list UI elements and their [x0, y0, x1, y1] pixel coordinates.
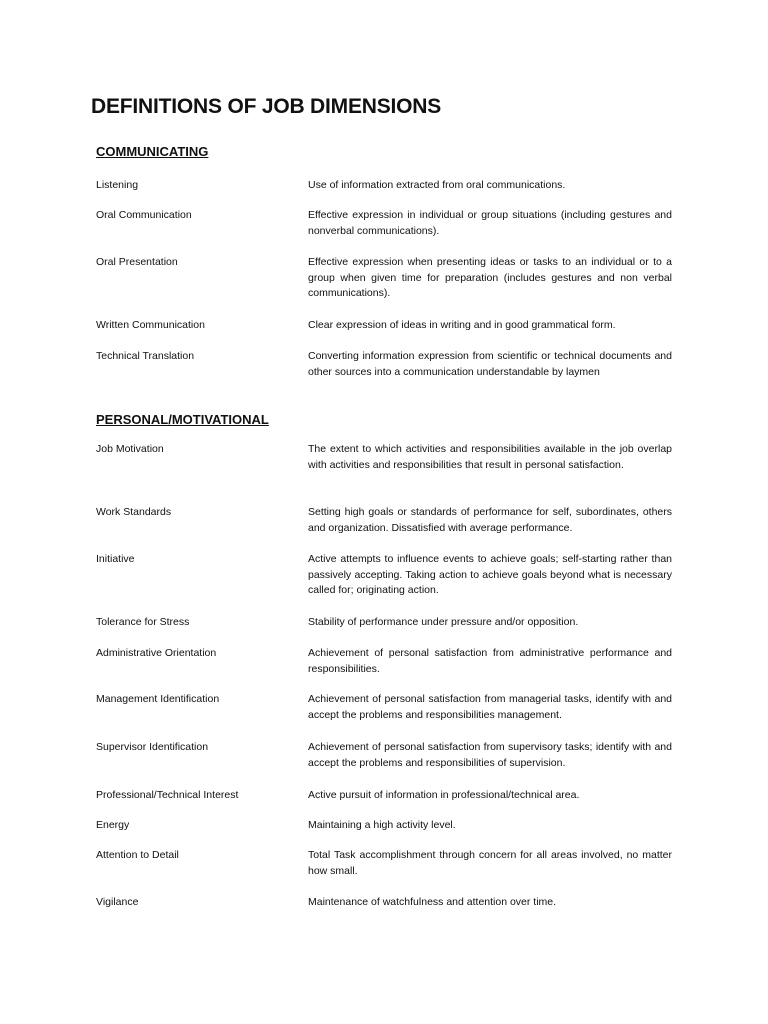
term-job-motivation: Job Motivation	[96, 443, 164, 455]
definition-management-identification: Achievement of personal satisfaction from managerial tasks, identify with and accept the problems and responsibilities management.	[308, 693, 672, 721]
term-oral-presentation: Oral Presentation	[96, 256, 178, 268]
definition-administrative-orientation: Achievement of personal satisfaction from administrative performance and responsibilities.	[308, 647, 672, 675]
section-heading-communicating: COMMUNICATING	[96, 144, 209, 159]
definition-oral-communication: Effective expression in individual or group situations (including gestures and nonverbal communications).	[308, 209, 672, 237]
definition-tolerance-for-stress: Stability of performance under pressure and/or opposition.	[308, 616, 579, 628]
term-management-identification: Management Identification	[96, 693, 220, 705]
term-technical-translation: Technical Translation	[96, 350, 195, 362]
definition-professional-technical-interest: Active pursuit of information in professional/technical area.	[308, 789, 580, 801]
term-oral-communication: Oral Communication	[96, 209, 192, 221]
term-attention-to-detail: Attention to Detail	[96, 849, 179, 861]
definition-written-communication: Clear expression of ideas in writing and in good grammatical form.	[308, 319, 616, 331]
term-tolerance-for-stress: Tolerance for Stress	[96, 616, 190, 628]
definition-initiative: Active attempts to influence events to achieve goals; self-starting rather than passively accepting. Taking action to achieve goals beyond what is necessary called for; originating action.	[308, 553, 672, 596]
document-title: DEFINITIONS OF JOB DIMENSIONS	[91, 95, 442, 118]
term-listening: Listening	[96, 179, 139, 191]
definition-supervisor-identification: Achievement of personal satisfaction from supervisory tasks; identify with and accept the problems and responsibilities of supervision.	[308, 741, 672, 769]
definition-job-motivation: The extent to which activities and responsibilities available in the job overlap with activities and responsibilities that result in personal satisfaction.	[308, 443, 672, 471]
term-written-communication: Written Communication	[96, 319, 205, 331]
term-supervisor-identification: Supervisor Identification	[96, 741, 209, 753]
definition-work-standards: Setting high goals or standards of performance for self, subordinates, others and organization. Dissatisfied with average performance.	[308, 506, 672, 534]
definition-listening: Use of information extracted from oral communications.	[308, 179, 566, 191]
definition-oral-presentation: Effective expression when presenting ideas or tasks to an individual or to a group when given time for preparation (includes gestures and non verbal communications).	[308, 256, 672, 299]
term-energy: Energy	[96, 819, 130, 831]
term-initiative: Initiative	[96, 553, 135, 565]
term-work-standards: Work Standards	[96, 506, 172, 518]
term-professional-technical-interest: Professional/Technical Interest	[96, 789, 239, 801]
term-vigilance: Vigilance	[96, 896, 139, 908]
section-heading-personal-motivational: PERSONAL/MOTIVATIONAL	[96, 412, 269, 427]
term-administrative-orientation: Administrative Orientation	[96, 647, 217, 659]
definition-attention-to-detail: Total Task accomplishment through concern for all areas involved, no matter how small.	[308, 849, 672, 877]
definition-vigilance: Maintenance of watchfulness and attention over time.	[308, 896, 557, 908]
definition-technical-translation: Converting information expression from scientific or technical documents and other sources into a communication understandable by laymen	[308, 350, 672, 378]
definition-energy: Maintaining a high activity level.	[308, 819, 456, 831]
